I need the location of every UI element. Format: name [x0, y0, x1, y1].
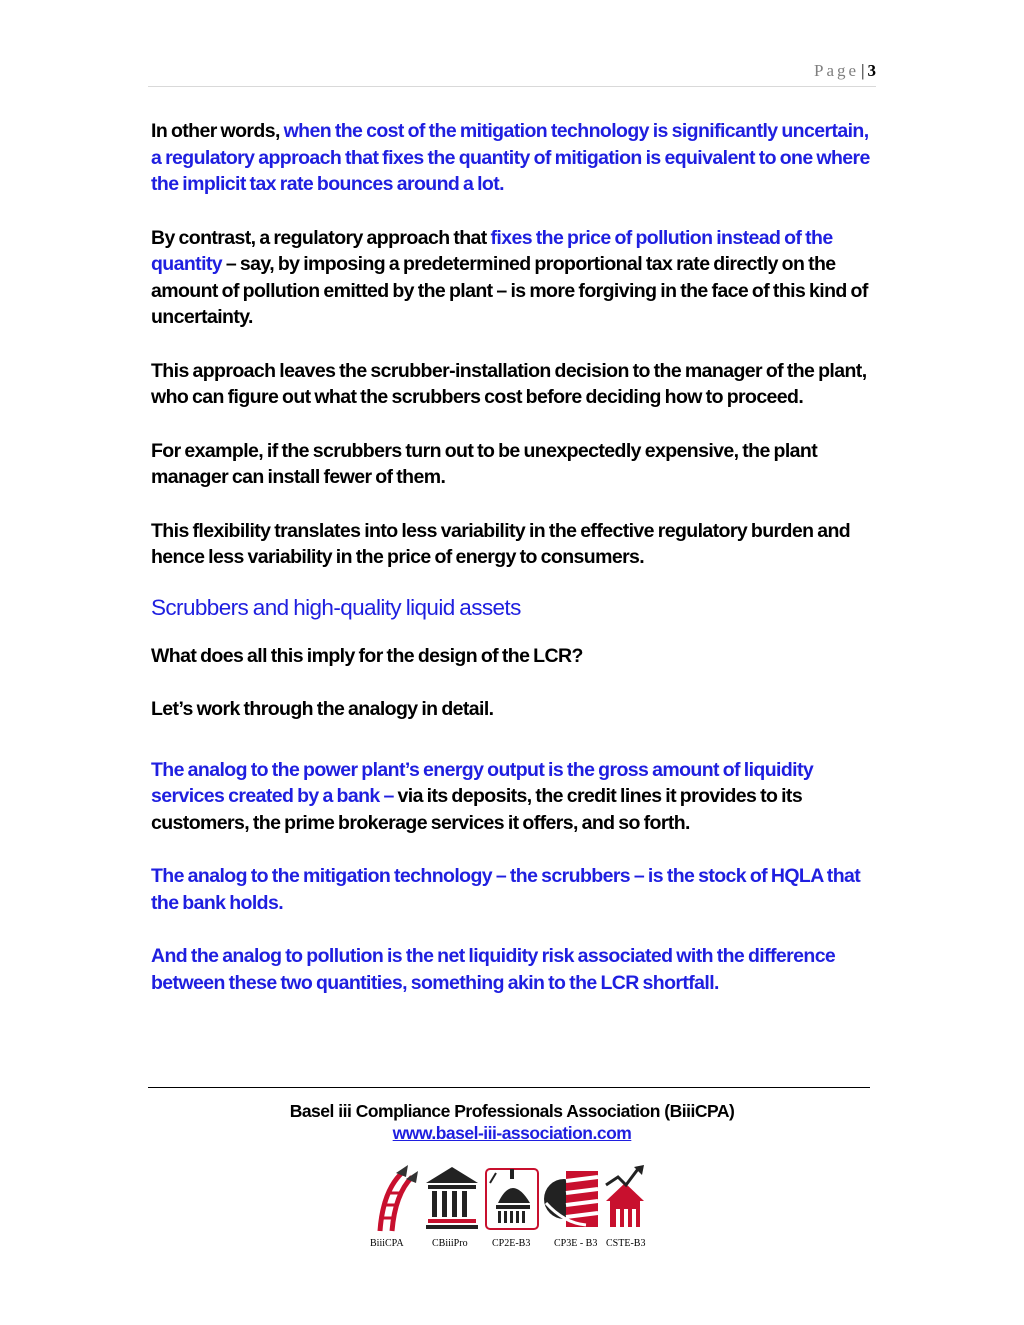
- logo-caption-2: CBiiiPro: [432, 1238, 468, 1249]
- association-name: Basel iii Compliance Professionals Association (BiiiCPA): [289, 1101, 735, 1121]
- paragraph-8: [151, 757, 879, 837]
- paragraph-9: The analog to the mitigation technology – the scrubbers – is the stock of HQLA that the bank holds.: [151, 865, 861, 914]
- section-heading: Scrubbers and high-quality liquid assets: [151, 594, 521, 620]
- footer-divider: [148, 1087, 870, 1088]
- page-word: Page: [814, 61, 860, 80]
- page-number-label: [814, 61, 876, 81]
- paragraph-7: Let’s work through the analogy in detail.: [151, 698, 494, 720]
- logo-caption-5: CSTE-B3: [606, 1238, 646, 1249]
- logo-caption-1: BiiiCPA: [370, 1238, 404, 1249]
- paragraph-2-highlight: fixes the price of pollution instead of the quantity: [151, 226, 833, 275]
- paragraph-2: [151, 225, 879, 331]
- logo-caption-3: CP2E-B3: [492, 1238, 531, 1249]
- paragraph-2-rest: – say, by imposing a predetermined proportional tax rate directly on the amount of pollution emitted by the plant – is more forgiving in the face of this kind of uncertainty.: [151, 253, 868, 328]
- logo-caption-4: CP3E - B3: [554, 1238, 598, 1249]
- paragraph-6: What does all this imply for the design of the LCR?: [151, 644, 583, 667]
- globe-stripes-icon: [542, 1163, 600, 1233]
- footer: [148, 1100, 876, 1144]
- paragraph-10: And the analog to pollution is the net liquidity risk associated with the difference between these two quantities, something akin to the LCR shortfall.: [151, 945, 836, 994]
- house-arrow-icon: [604, 1163, 646, 1233]
- paragraph-4: For example, if the scrubbers turn out to be unexpectedly expensive, the plant manager can install fewer of them.: [151, 439, 818, 488]
- page-separator: |: [861, 61, 865, 80]
- paragraph-3: This approach leaves the scrubber-installation decision to the manager of the plant, who can figure out what the scrubbers cost before deciding how to proceed.: [151, 359, 867, 408]
- paragraph-8-rest: via its deposits, the credit lines it provides to its customers, the prime brokerage services it offers, and so forth.: [151, 785, 803, 834]
- document-body: [151, 118, 879, 996]
- website-link[interactable]: www.basel-iii-association.com: [392, 1123, 632, 1143]
- paragraph-1: [151, 118, 879, 198]
- page-header: [148, 58, 876, 87]
- paragraph-1-intro: In other words,: [151, 120, 284, 142]
- paragraph-5: This flexibility translates into less variability in the effective regulatory burden and hence less variability in the price of energy to consumers.: [151, 519, 851, 568]
- paragraph-1-highlight: when the cost of the mitigation technology is significantly uncertain, a regulatory approach that fixes the quantity of mitigation is equivalent to one where the implicit tax rate bounces around a lot.: [151, 120, 870, 195]
- paragraph-8-highlight: The analog to the power plant’s energy output is the gross amount of liquidity services created by a bank –: [151, 758, 814, 807]
- capitol-dome-icon: [484, 1163, 540, 1233]
- ladder-arrows-icon: [370, 1163, 424, 1233]
- certification-logos: [370, 1163, 660, 1253]
- page-number: 3: [867, 61, 876, 80]
- bank-building-icon: [424, 1163, 480, 1233]
- paragraph-2-intro: By contrast, a regulatory approach that: [151, 226, 491, 249]
